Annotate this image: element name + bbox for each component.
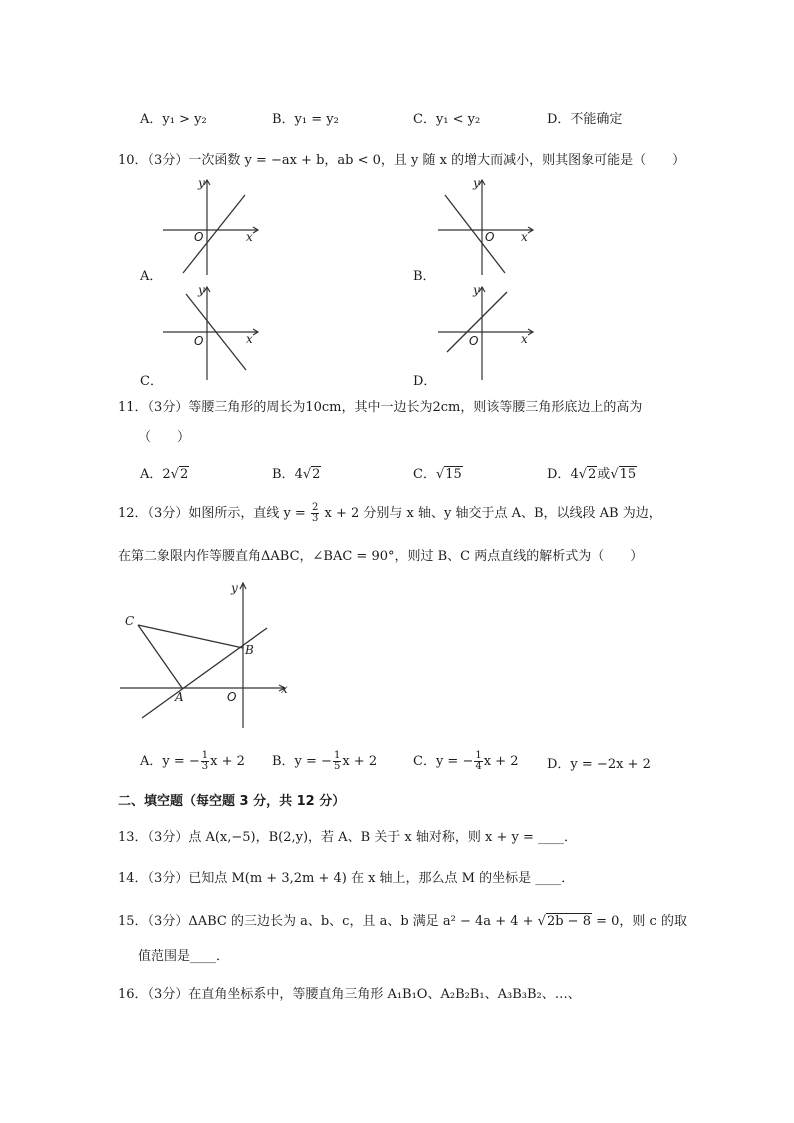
q9-option-c: C．y₁ < y₂ bbox=[413, 112, 481, 127]
origin-label: O bbox=[227, 690, 237, 704]
q13-text: 13．（3分）点 A(x,−5)，B(2,y)，若 A、B 关于 x 轴对称，则 x + y = ____． bbox=[118, 830, 577, 845]
q16-text: 16．（3分）在直角坐标系中，等腰直角三角形 A₁B₁O、A₂B₂B₁、A₃B₃B₂、…、 bbox=[118, 987, 581, 1002]
q10-label-b: B． bbox=[413, 269, 436, 284]
q12-stem: 12．（3分）如图所示，直线 y = $\frac{2}{3}$ x + 2 分别与 x 轴、y 轴交于点 A、B，以线段 AB 为边， bbox=[118, 502, 662, 524]
y-axis-label: y bbox=[198, 176, 205, 190]
origin-label: O bbox=[194, 230, 204, 244]
x-axis-label: x bbox=[281, 682, 288, 696]
point-b-label: B bbox=[245, 643, 254, 657]
q14-text: 14．（3分）已知点 M(m + 3,2m + 4) 在 x 轴上，那么点 M 的坐标是 ____． bbox=[118, 871, 575, 886]
q11-paren: （ ） bbox=[138, 430, 191, 445]
point-a-label: A bbox=[175, 690, 184, 704]
origin-label: O bbox=[194, 334, 204, 348]
q11-option-b: B．4√2 bbox=[272, 467, 321, 482]
q15-line2: 值范围是____． bbox=[138, 949, 230, 964]
q9-option-d: D．不能确定 bbox=[547, 112, 623, 127]
point-c-label: C bbox=[125, 614, 135, 628]
y-axis-label: y bbox=[473, 283, 480, 297]
q12-stem-line2: 在第二象限内作等腰直角ΔABC，∠BAC = 90°，则过 B、C 两点直线的解析式为（ ） bbox=[118, 549, 644, 564]
q10-stem: 10．（3分）一次函数 y = −ax + b，ab < 0，且 y 随 x 的增大而减小，则其图象可能是（ ） bbox=[118, 153, 686, 168]
y-axis-label: y bbox=[473, 176, 480, 190]
y-axis-label: y bbox=[231, 581, 238, 595]
section-2-title: 二、填空题（每空题 3 分，共 12 分） bbox=[118, 794, 346, 809]
q15-text: 15．（3分）ΔABC 的三边长为 a、b、c，且 a、b 满足 a² − 4a + 4 + √2b − 8 = 0，则 c 的取 bbox=[118, 914, 687, 929]
q11-option-c: C．√15 bbox=[413, 467, 462, 482]
q12-option-c: C．y = − $\frac{1}{4}$ x + 2 bbox=[413, 750, 519, 772]
origin-label: O bbox=[469, 334, 479, 348]
q12-figure bbox=[115, 578, 295, 728]
q10-label-a: A． bbox=[140, 269, 163, 284]
q10-label-d: D． bbox=[413, 374, 437, 389]
q12-option-b: B．y = − $\frac{1}{5}$ x + 2 bbox=[272, 750, 378, 772]
q10-graph-b bbox=[433, 175, 543, 275]
x-axis-label: x bbox=[246, 230, 253, 244]
q11-option-d: D．4√2或√15 bbox=[547, 467, 637, 482]
q10-label-c: C． bbox=[140, 374, 163, 389]
q10-graph-c bbox=[158, 282, 268, 382]
origin-label: O bbox=[485, 230, 495, 244]
x-axis-label: x bbox=[246, 332, 253, 346]
q9-option-a: A．y₁ > y₂ bbox=[140, 112, 207, 127]
q12-option-a: A．y = − $\frac{1}{3}$ x + 2 bbox=[140, 750, 245, 772]
q11-option-a: A．2√2 bbox=[140, 467, 189, 482]
x-axis-label: x bbox=[521, 332, 528, 346]
x-axis-label: x bbox=[521, 230, 528, 244]
q9-option-b: B．y₁ = y₂ bbox=[272, 112, 339, 127]
y-axis-label: y bbox=[198, 283, 205, 297]
q12-option-d: D．y = −2x + 2 bbox=[547, 757, 651, 772]
q11-stem: 11．（3分）等腰三角形的周长为10cm，其中一边长为2cm，则该等腰三角形底边上的高为 bbox=[118, 400, 643, 415]
q10-graph-d bbox=[433, 282, 543, 382]
q10-graph-a bbox=[158, 175, 268, 275]
